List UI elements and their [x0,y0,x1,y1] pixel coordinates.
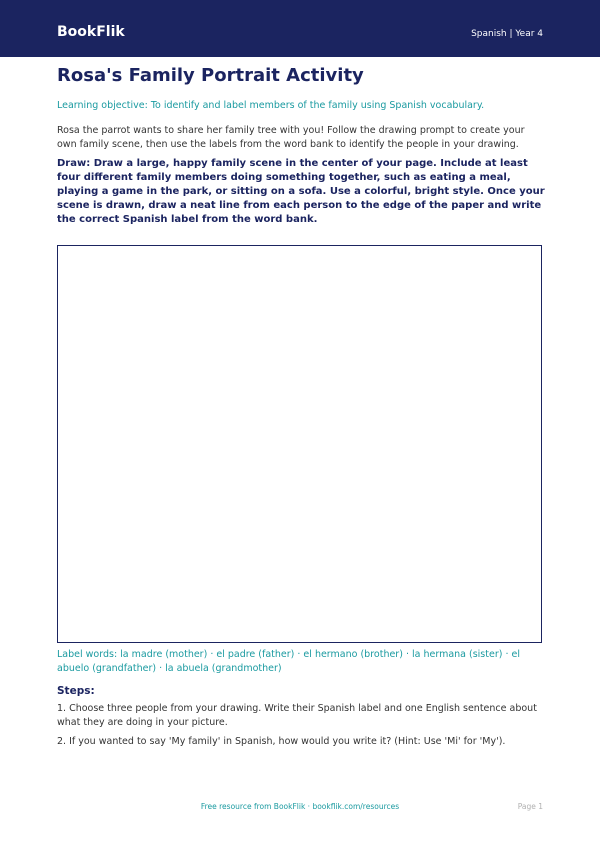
intro-text: Rosa the parrot wants to share her family tree with you! Follow the drawing prompt to create your own family scene, then use the labels from the word bank to identify the people in your drawing. [57,125,525,150]
brand-logo: BookFlik [57,24,125,40]
header-bar [0,0,600,57]
footer-text: Free resource from BookFlik · bookflik.com/resources [200,802,400,811]
page-title: Rosa's Family Portrait Activity [57,65,364,86]
step-item: 2. If you wanted to say 'My family' in Spanish, how would you write it? (Hint: Use 'Mi' for 'My'). [57,736,506,747]
page-number: Page 1 [517,802,543,811]
learning-objective: Learning objective: To identify and label members of the family using Spanish vocabulary. [57,100,485,111]
drawing-area[interactable] [57,245,542,643]
step-item: 1. Choose three people from your drawing. Write their Spanish label and one English sentence about what they are doing in your picture. [57,703,537,728]
steps-heading: Steps: [57,685,95,697]
steps-list [57,702,547,754]
word-bank: Label words: la madre (mother) · el padre (father) · el hermano (brother) · la hermana (sister) · el abuelo (grandfather) · la abuela (grandmother) [57,649,520,674]
subject-label: Spanish | Year 4 [471,29,543,39]
drawing-prompt: Draw: Draw a large, happy family scene in the center of your page. Include at least four different family members doing something together, such as eating a meal, playing a game in the park, or sitting on a sofa. Use a colorful, bright style. Once your scene is drawn, draw a neat line from each person to the edge of the paper and write the correct Spanish label from the word bank. [57,158,545,225]
